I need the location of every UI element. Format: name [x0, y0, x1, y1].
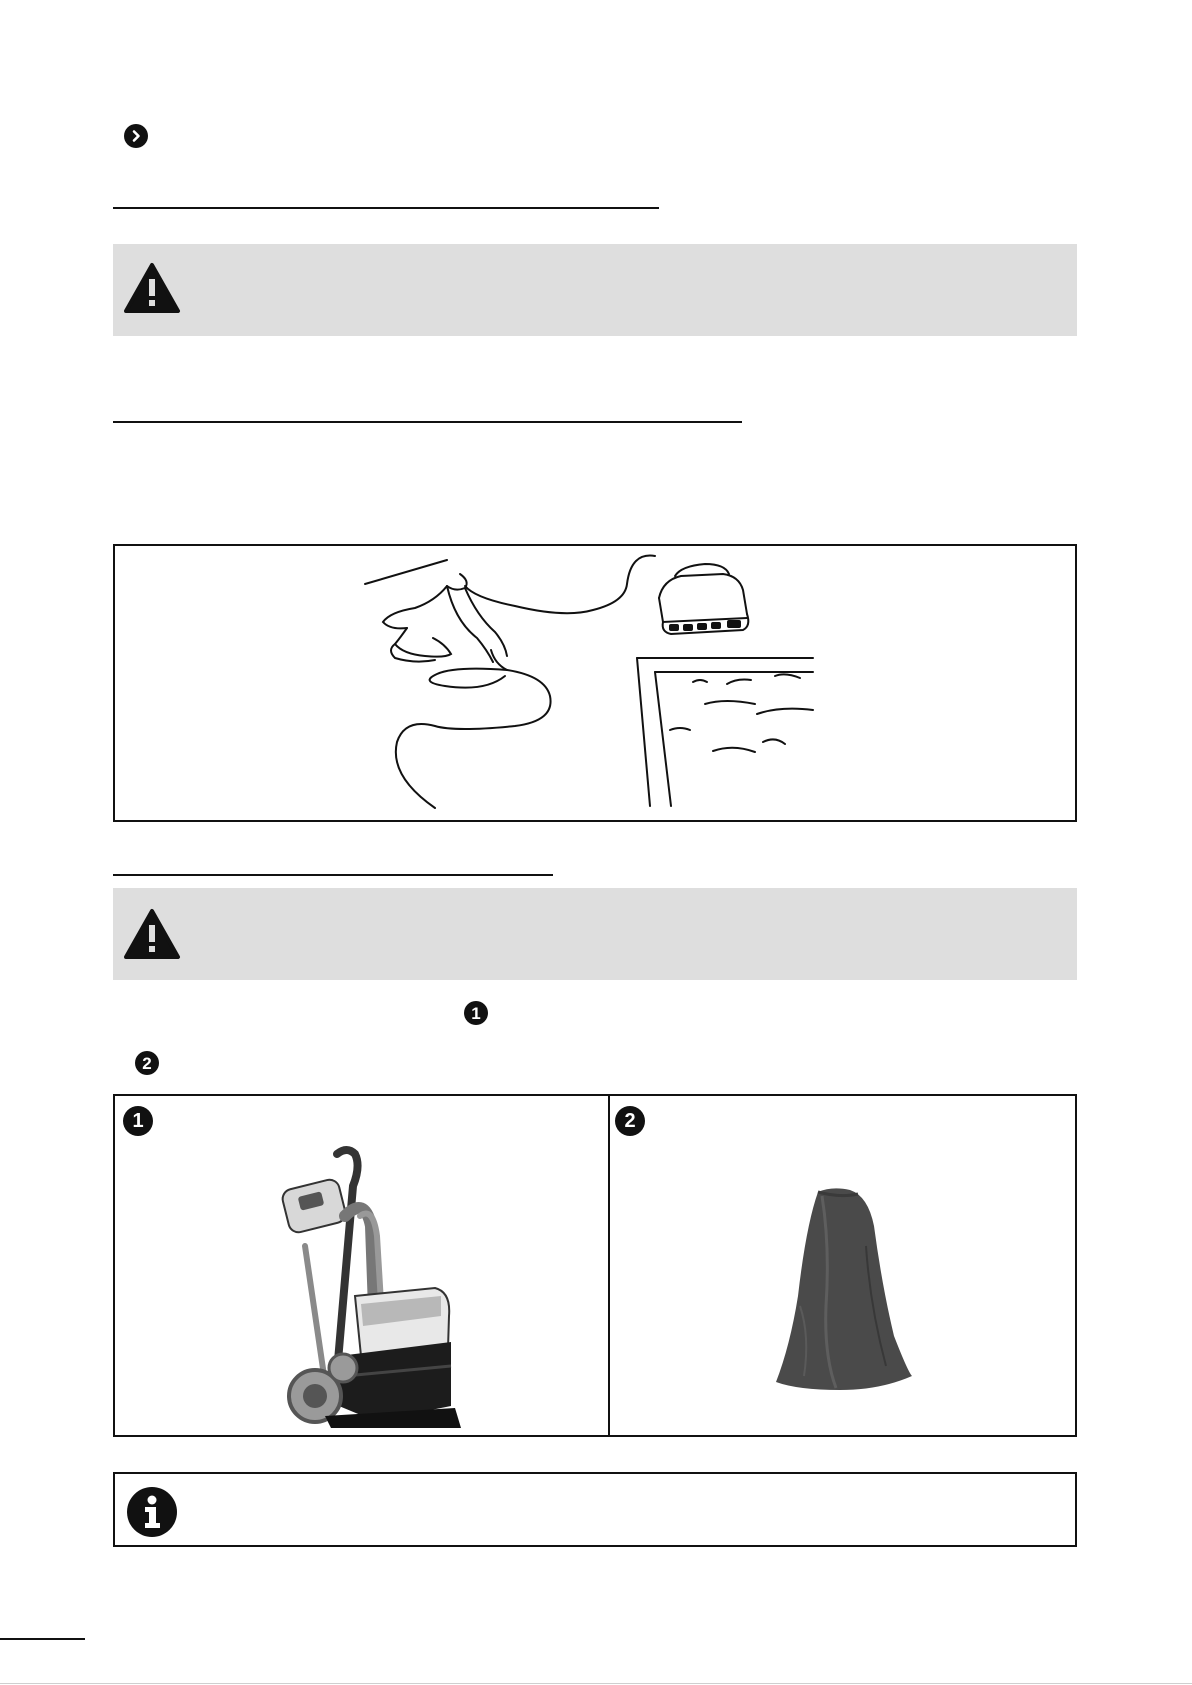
accessories-figure	[113, 1094, 1077, 1437]
panel-divider	[608, 1096, 610, 1435]
reference-badge-2: 2	[135, 1051, 159, 1075]
warning-triangle-icon	[123, 262, 181, 319]
page-corner-rule	[0, 1638, 85, 1640]
cable-removal-illustration	[113, 544, 1077, 822]
reference-badge-1: 1	[464, 1001, 488, 1025]
page-bottom-edge	[0, 1683, 1192, 1684]
caddy-image	[265, 1146, 475, 1431]
chevron-right-icon	[124, 124, 148, 148]
info-circle-icon	[126, 1486, 178, 1538]
warning-box-2	[113, 888, 1077, 980]
info-box	[113, 1472, 1077, 1547]
heading-underline-1	[113, 207, 659, 209]
panel-badge-2: 2	[615, 1106, 645, 1136]
heading-underline-3	[113, 874, 553, 876]
heading-underline-2	[113, 421, 742, 423]
warning-box-1	[113, 244, 1077, 336]
protective-cover-image	[770, 1186, 920, 1391]
panel-badge-1: 1	[123, 1106, 153, 1136]
warning-triangle-icon	[123, 908, 181, 965]
